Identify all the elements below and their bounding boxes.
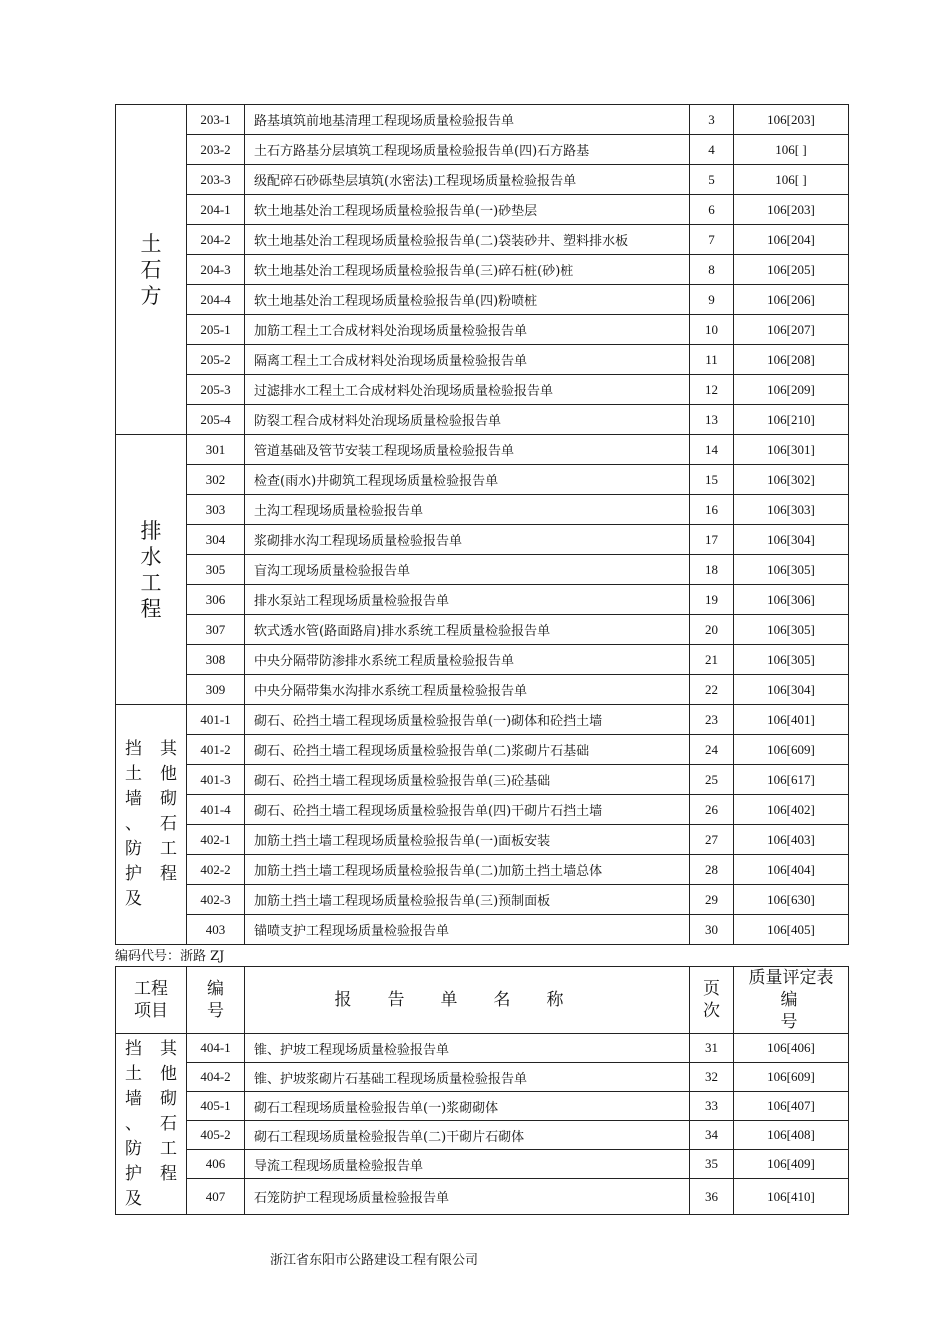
- table-row: [116, 675, 849, 705]
- table-row: [116, 1179, 849, 1215]
- page-number: 15: [690, 465, 734, 495]
- quality-form-ref: 106[630]: [734, 885, 849, 915]
- page-number: 23: [690, 705, 734, 735]
- report-code: 404-2: [187, 1063, 245, 1092]
- report-name: 砌石、砼挡土墙工程现场质量检验报告单(三)砼基础: [245, 765, 690, 795]
- report-name: 级配碎石砂砾垫层填筑(水密法)工程现场质量检验报告单: [245, 165, 690, 195]
- report-name: 路基填筑前地基清理工程现场质量检验报告单: [245, 105, 690, 135]
- report-name: 石笼防护工程现场质量检验报告单: [245, 1179, 690, 1215]
- report-code: 203-1: [187, 105, 245, 135]
- page-number: 26: [690, 795, 734, 825]
- table-row: [116, 465, 849, 495]
- page-number: 35: [690, 1150, 734, 1179]
- table-row: [116, 765, 849, 795]
- report-name: 软土地基处治工程现场质量检验报告单(四)粉喷桩: [245, 285, 690, 315]
- category-right: 其 他 砌 石 工 程: [160, 739, 177, 884]
- code-note: 编码代号：浙路 ZJ: [115, 949, 225, 964]
- quality-form-ref: 106[408]: [734, 1121, 849, 1150]
- report-name: 排水泵站工程现场质量检验报告单: [245, 585, 690, 615]
- report-name: 锚喷支护工程现场质量检验报告单: [245, 915, 690, 945]
- report-code: 205-4: [187, 405, 245, 435]
- table-row: [116, 285, 849, 315]
- report-code: 401-1: [187, 705, 245, 735]
- table-row: [116, 405, 849, 435]
- table-row: [116, 645, 849, 675]
- report-name: 砌石、砼挡土墙工程现场质量检验报告单(一)砌体和砼挡土墙: [245, 705, 690, 735]
- report-name: 加筋土挡土墙工程现场质量检验报告单(三)预制面板: [245, 885, 690, 915]
- report-name: 加筋土挡土墙工程现场质量检验报告单(二)加筋土挡土墙总体: [245, 855, 690, 885]
- inspection-table-2: [115, 966, 849, 1215]
- report-code: 302: [187, 465, 245, 495]
- quality-form-ref: 106[203]: [734, 105, 849, 135]
- table-row: [116, 315, 849, 345]
- table-row: [116, 1063, 849, 1092]
- header-quality-ref: 质量评定表 编号: [734, 967, 849, 1034]
- page-number: 32: [690, 1063, 734, 1092]
- report-code: 301: [187, 435, 245, 465]
- table-row: [116, 915, 849, 945]
- header-report-name: 报告单名称: [245, 967, 690, 1034]
- quality-form-ref: 106[405]: [734, 915, 849, 945]
- page-number: 18: [690, 555, 734, 585]
- quality-form-ref: 106[208]: [734, 345, 849, 375]
- quality-form-ref: 106[609]: [734, 735, 849, 765]
- report-name: 砌石工程现场质量检验报告单(二)干砌片石砌体: [245, 1121, 690, 1150]
- quality-form-ref: 106[206]: [734, 285, 849, 315]
- report-name: 软土地基处治工程现场质量检验报告单(三)碎石桩(砂)桩: [245, 255, 690, 285]
- quality-form-ref: 106[210]: [734, 405, 849, 435]
- page-number: 20: [690, 615, 734, 645]
- report-name: 过滤排水工程土工合成材料处治现场质量检验报告单: [245, 375, 690, 405]
- report-name: 检查(雨水)井砌筑工程现场质量检验报告单: [245, 465, 690, 495]
- category-right: 其 他 砌 石 工 程: [160, 1038, 177, 1184]
- table-row: [116, 195, 849, 225]
- category-label: 土 石 方: [140, 231, 162, 308]
- header-page: 页 次: [690, 967, 734, 1034]
- table-row: [116, 1121, 849, 1150]
- report-code: 205-2: [187, 345, 245, 375]
- category-label: 排 水 工 程: [140, 518, 162, 621]
- report-code: 203-2: [187, 135, 245, 165]
- report-code: 308: [187, 645, 245, 675]
- report-code: 205-1: [187, 315, 245, 345]
- quality-form-ref: 106[304]: [734, 675, 849, 705]
- table-row: [116, 585, 849, 615]
- table-row: [116, 1034, 849, 1063]
- page-number: 27: [690, 825, 734, 855]
- table-row: [116, 825, 849, 855]
- report-name: 导流工程现场质量检验报告单: [245, 1150, 690, 1179]
- report-name: 中央分隔带集水沟排水系统工程质量检验报告单: [245, 675, 690, 705]
- report-code: 306: [187, 585, 245, 615]
- quality-form-ref: 106[205]: [734, 255, 849, 285]
- page-number: 21: [690, 645, 734, 675]
- quality-form-ref: 106[407]: [734, 1092, 849, 1121]
- report-code: 303: [187, 495, 245, 525]
- quality-form-ref: 106[617]: [734, 765, 849, 795]
- table-row: [116, 255, 849, 285]
- report-code: 305: [187, 555, 245, 585]
- page-number: 11: [690, 345, 734, 375]
- table-row: [116, 855, 849, 885]
- report-name: 土石方路基分层填筑工程现场质量检验报告单(四)石方路基: [245, 135, 690, 165]
- report-code: 405-1: [187, 1092, 245, 1121]
- table-row: [116, 885, 849, 915]
- quality-form-ref: 106[209]: [734, 375, 849, 405]
- page-number: 4: [690, 135, 734, 165]
- category-left: 挡 土 墙 、 防 护 及: [125, 739, 142, 909]
- page-number: 34: [690, 1121, 734, 1150]
- quality-form-ref: 106[401]: [734, 705, 849, 735]
- report-code: 401-4: [187, 795, 245, 825]
- page-number: 8: [690, 255, 734, 285]
- page-number: 9: [690, 285, 734, 315]
- quality-form-ref: 106[305]: [734, 615, 849, 645]
- report-code: 401-3: [187, 765, 245, 795]
- table-row: [116, 435, 849, 465]
- header-code: 编 号: [187, 967, 245, 1034]
- page-number: 36: [690, 1179, 734, 1215]
- page-number: 22: [690, 675, 734, 705]
- quality-form-ref: 106[305]: [734, 645, 849, 675]
- quality-form-ref: 106[203]: [734, 195, 849, 225]
- page-number: 7: [690, 225, 734, 255]
- report-code: 403: [187, 915, 245, 945]
- page-number: 17: [690, 525, 734, 555]
- page-number: 33: [690, 1092, 734, 1121]
- quality-form-ref: 106[ ]: [734, 135, 849, 165]
- page-number: 3: [690, 105, 734, 135]
- page-number: 14: [690, 435, 734, 465]
- report-name: 加筋工程土工合成材料处治现场质量检验报告单: [245, 315, 690, 345]
- company-name: 浙江省东阳市公路建设工程有限公司: [270, 1253, 479, 1268]
- table-header-row: [116, 967, 849, 1034]
- table-row: [116, 345, 849, 375]
- quality-form-ref: 106[404]: [734, 855, 849, 885]
- report-code: 204-2: [187, 225, 245, 255]
- report-name: 盲沟工现场质量检验报告单: [245, 555, 690, 585]
- report-name: 砌石、砼挡土墙工程现场质量检验报告单(四)干砌片石挡土墙: [245, 795, 690, 825]
- page-number: 13: [690, 405, 734, 435]
- table-row: [116, 735, 849, 765]
- quality-form-ref: 106[406]: [734, 1034, 849, 1063]
- page-number: 16: [690, 495, 734, 525]
- quality-form-ref: 106[403]: [734, 825, 849, 855]
- table-row: [116, 795, 849, 825]
- page-number: 31: [690, 1034, 734, 1063]
- category-cell: [116, 705, 187, 945]
- report-code: 407: [187, 1179, 245, 1215]
- report-code: 304: [187, 525, 245, 555]
- table-row: [116, 495, 849, 525]
- category-left: 挡 土 墙 、 防 护 及: [125, 1038, 142, 1209]
- report-code: 203-3: [187, 165, 245, 195]
- quality-form-ref: 106[305]: [734, 555, 849, 585]
- report-name: 土沟工程现场质量检验报告单: [245, 495, 690, 525]
- table-row: [116, 705, 849, 735]
- report-name: 加筋土挡土墙工程现场质量检验报告单(一)面板安装: [245, 825, 690, 855]
- report-name: 锥、护坡工程现场质量检验报告单: [245, 1034, 690, 1063]
- report-name: 浆砌排水沟工程现场质量检验报告单: [245, 525, 690, 555]
- report-code: 204-1: [187, 195, 245, 225]
- table-row: [116, 615, 849, 645]
- page-number: 28: [690, 855, 734, 885]
- table-row: [116, 555, 849, 585]
- report-code: 205-3: [187, 375, 245, 405]
- report-code: 309: [187, 675, 245, 705]
- page-number: 6: [690, 195, 734, 225]
- table-row: [116, 525, 849, 555]
- quality-form-ref: 106[207]: [734, 315, 849, 345]
- table-row: [116, 375, 849, 405]
- report-name: 软土地基处治工程现场质量检验报告单(一)砂垫层: [245, 195, 690, 225]
- quality-form-ref: 106[410]: [734, 1179, 849, 1215]
- report-code: 405-2: [187, 1121, 245, 1150]
- inspection-table-1: [115, 104, 849, 945]
- report-code: 204-3: [187, 255, 245, 285]
- report-code: 402-3: [187, 885, 245, 915]
- quality-form-ref: 106[204]: [734, 225, 849, 255]
- quality-form-ref: 106[301]: [734, 435, 849, 465]
- quality-form-ref: 106[402]: [734, 795, 849, 825]
- quality-form-ref: 106[409]: [734, 1150, 849, 1179]
- report-code: 406: [187, 1150, 245, 1179]
- page-number: 29: [690, 885, 734, 915]
- report-code: 402-1: [187, 825, 245, 855]
- category-cell: [116, 1034, 187, 1215]
- report-name: 软土地基处治工程现场质量检验报告单(二)袋装砂井、塑料排水板: [245, 225, 690, 255]
- table-row: [116, 1150, 849, 1179]
- report-code: 307: [187, 615, 245, 645]
- category-cell: [116, 435, 187, 705]
- page-number: 19: [690, 585, 734, 615]
- table-row: [116, 1092, 849, 1121]
- report-name: 砌石、砼挡土墙工程现场质量检验报告单(二)浆砌片石基础: [245, 735, 690, 765]
- page-number: 30: [690, 915, 734, 945]
- quality-form-ref: 106[304]: [734, 525, 849, 555]
- quality-form-ref: 106[609]: [734, 1063, 849, 1092]
- page-number: 12: [690, 375, 734, 405]
- page-number: 25: [690, 765, 734, 795]
- quality-form-ref: 106[303]: [734, 495, 849, 525]
- table-row: [116, 105, 849, 135]
- quality-form-ref: 106[306]: [734, 585, 849, 615]
- page-number: 10: [690, 315, 734, 345]
- report-name: 管道基础及管节安装工程现场质量检验报告单: [245, 435, 690, 465]
- quality-form-ref: 106[ ]: [734, 165, 849, 195]
- report-code: 404-1: [187, 1034, 245, 1063]
- report-name: 锥、护坡浆砌片石基础工程现场质量检验报告单: [245, 1063, 690, 1092]
- report-name: 砌石工程现场质量检验报告单(一)浆砌砌体: [245, 1092, 690, 1121]
- report-code: 401-2: [187, 735, 245, 765]
- report-name: 防裂工程合成材料处治现场质量检验报告单: [245, 405, 690, 435]
- page-number: 24: [690, 735, 734, 765]
- table-row: [116, 165, 849, 195]
- report-name: 中央分隔带防渗排水系统工程质量检验报告单: [245, 645, 690, 675]
- header-project: 工程 项目: [116, 967, 187, 1034]
- report-name: 软式透水管(路面路肩)排水系统工程质量检验报告单: [245, 615, 690, 645]
- report-code: 204-4: [187, 285, 245, 315]
- quality-form-ref: 106[302]: [734, 465, 849, 495]
- table-row: [116, 135, 849, 165]
- page-number: 5: [690, 165, 734, 195]
- report-name: 隔离工程土工合成材料处治现场质量检验报告单: [245, 345, 690, 375]
- report-code: 402-2: [187, 855, 245, 885]
- category-cell: [116, 105, 187, 435]
- table-row: [116, 225, 849, 255]
